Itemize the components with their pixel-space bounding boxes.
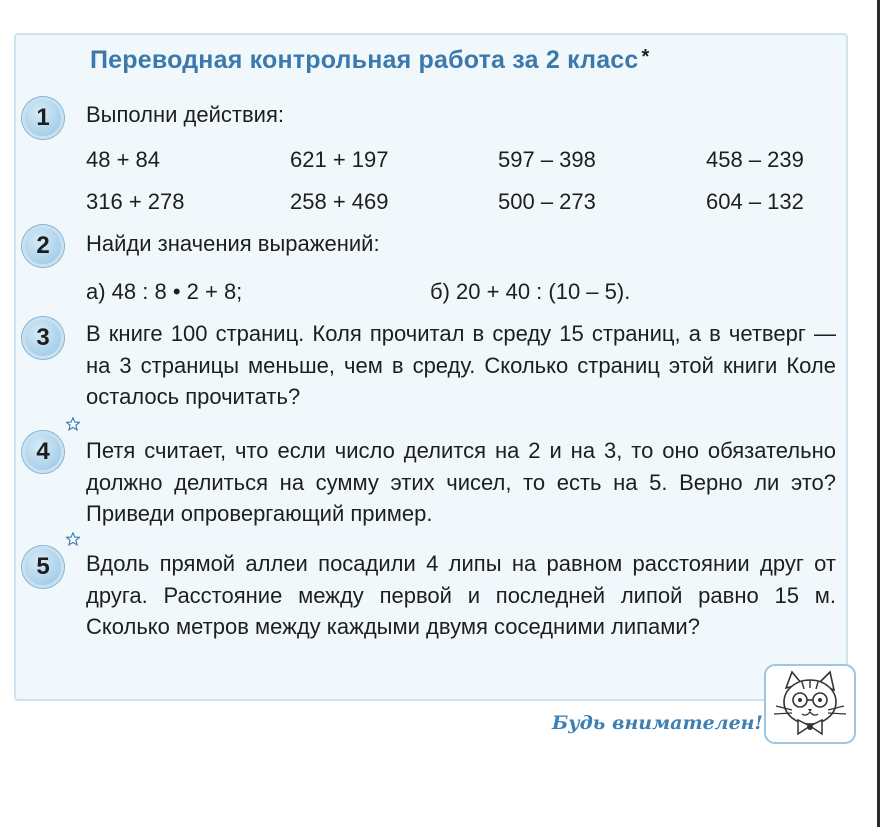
task-1-expression: 604 – 132 — [706, 189, 804, 214]
task-1-number-badge: 1 — [22, 97, 64, 139]
task-3-text: В книге 100 страниц. Коля прочитал в среду 15 страниц, а в четверг — на 3 страницы меньше, чем в среду. Сколько страниц этой книги Коле осталось прочитать? — [86, 321, 836, 409]
difficulty-star-icon — [66, 532, 80, 546]
task-2-number-badge: 2 — [22, 225, 64, 267]
task-1-expression: 458 – 239 — [706, 147, 804, 172]
task-1-expression: 597 – 398 — [498, 147, 596, 172]
motto-text: Будь внимателен! — [552, 712, 763, 734]
task-1-expression: 500 – 273 — [498, 189, 596, 214]
task-2-part-a: а) 48 : 8 • 2 + 8; — [86, 279, 243, 304]
task-4-number-badge: 4 — [22, 431, 64, 473]
task-2-part-b: б) 20 + 40 : (10 – 5). — [430, 279, 631, 304]
task-1-instruction: Выполни действия: — [86, 102, 284, 127]
task-2-instruction: Найди значения выражений: — [86, 231, 380, 256]
difficulty-star-icon — [66, 417, 80, 431]
title-text: Переводная контрольная работа за 2 класс — [90, 46, 639, 74]
cat-mascot-icon — [762, 662, 858, 746]
worksheet-title — [90, 46, 650, 75]
task-1-expression: 258 + 469 — [290, 189, 389, 214]
task-3-number-badge: 3 — [22, 317, 64, 359]
task-1-expression: 621 + 197 — [290, 147, 389, 172]
task-5-text: Вдоль прямой аллеи посадили 4 липы на равном расстоянии друг от друга. Расстояние между первой и последней липой равно 15 м. Сколько метров между каждыми двумя соседними липами? — [86, 551, 836, 639]
task-1-expression: 316 + 278 — [86, 189, 185, 214]
task-5-number-badge: 5 — [22, 546, 64, 588]
task-1-expression: 48 + 84 — [86, 147, 161, 172]
title-footnote-marker: * — [641, 46, 650, 68]
task-4-text: Петя считает, что если число делится на 2 и на 3, то оно обязательно должно делиться на сумму этих чисел, то есть на 5. Верно ли это? Приведи опровергающий пример. — [86, 438, 836, 526]
